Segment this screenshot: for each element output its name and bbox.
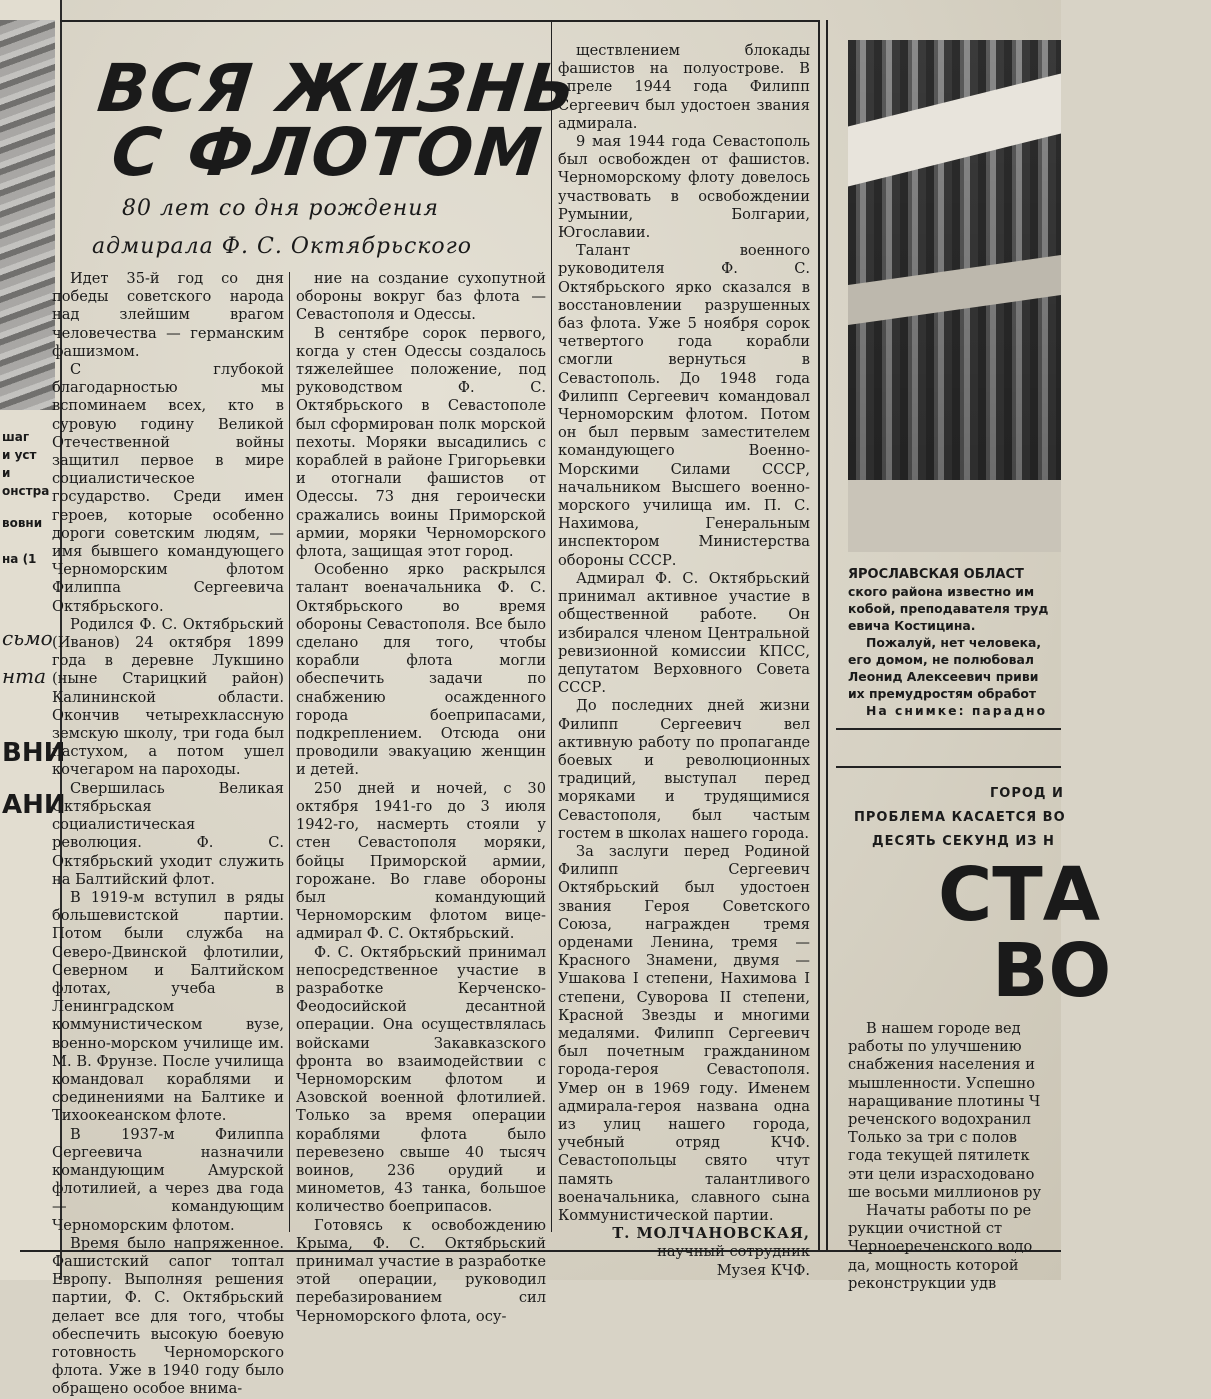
article-column-2: [296, 270, 546, 1325]
right-text-line: В нашем городе вед: [866, 1020, 1021, 1037]
strip-heading: ВНИ: [2, 738, 66, 768]
right-text-line: реченского водохранил: [848, 1111, 1031, 1129]
caption-line: ЯРОСЛАВСКАЯ ОБЛАСТ: [848, 567, 1024, 582]
right-big-headline-line-1: СТА: [938, 852, 1101, 938]
photo-eave-shape: [848, 255, 1061, 325]
article-paragraph: Время было напряженное. Фашистский сапог топтал Европу. Выполняя решения партии, Ф. С. Октябрьский делает все для того, чтобы обеспечить высокую боевую готовность Черноморского флота. Уже в 1940 году было обращено особое внима-: [52, 1234, 284, 1398]
article-paragraph: С глубокой благодарностью мы вспоминаем всех, кто в суровую годину Великой Отечественной войны защитил первое в мире социалистическое государство. Среди имен героев, которые особенно дороги советским людям, — имя бывшего командующего Черноморским флотом Филиппа Сергеевича Октябрьского.: [52, 361, 284, 615]
article-paragraph: Идет 35-й год со дня победы советского народа над злейшим врагом человечества — германским фашизмом.: [52, 270, 284, 360]
article-paragraph: ществлением блокады фашистов на полуострове. В апреле 1944 года Филипп Сергеевич был удостоен звания адмирала.: [558, 42, 810, 132]
right-big-headline-line-2: ВО: [992, 928, 1112, 1014]
article-paragraph: Родился Ф. С. Октябрьский (Иванов) 24 октября 1899 года в деревне Лукшино (ныне Старицкий район) Калининской области. Окончив четырехклассную земскую школу, три года был пастухом, а потом ушел кочегаром на пароходы.: [52, 615, 284, 779]
right-text-line: Только за три с полов: [848, 1129, 1017, 1147]
caption-line: Леонид Алексеевич приви: [848, 669, 1039, 684]
author-role: научный сотрудник: [657, 1243, 810, 1261]
strip-heading: АНИ: [2, 790, 66, 820]
column-divider: [826, 20, 828, 1252]
right-rule: [836, 728, 1061, 730]
right-text-line: снабжения населения и: [848, 1056, 1035, 1074]
article-paragraph: Ф. С. Октябрьский принимал непосредственное участие в разработке Керченско-Феодосийской десантной операции. Она осуществлялась войсками Закавказского фронта во взаимодействии с Черноморским флотом и Азовской военной флотилией. Только за время операции кораблями флота было перевезено свыше 40 тысяч воинов, 236 орудий и минометов, 43 танка, большое количество боеприпасов.: [296, 943, 546, 1216]
photo-roof-shape: [848, 73, 1061, 186]
column-divider: [289, 272, 290, 1232]
right-article-text: [848, 1020, 1061, 1292]
strip-text: шаг: [2, 430, 30, 444]
strip-text: сьмо: [2, 626, 53, 650]
right-text-line: мышленности. Успешно: [848, 1074, 1036, 1092]
article-paragraph: Готовясь к освобождению Крыма, Ф. С. Октябрьский принимал участие в разработке этой операции, руководил перебазированием сил Черноморского флота, осу-: [296, 1216, 546, 1325]
article-subtitle-line-2: адмирала Ф. С. Октябрьского: [92, 234, 473, 259]
article-subtitle-line-1: 80 лет со дня рождения: [122, 196, 439, 221]
article-paragraph: В 1937-м Филиппа Сергеевича назначили командующим Амурской флотилией, а через два года — командующим Черноморским флотом.: [52, 1125, 284, 1234]
caption-line: Пожалуй, нет человека,: [866, 635, 1042, 650]
article-paragraph: До последних дней жизни Филипп Сергеевич вел активную работу по пропаганде боевых и революционных традиций, выступал перед моряками и трудящимися Севастополя, был частым гостем в школах нашего города.: [558, 697, 810, 842]
article-paragraph: За заслуги перед Родиной Филипп Сергеевич Октябрьский был удостоен звания Героя Советского Союза, награжден тремя орденами Ленина, тремя — Красного Знамени, двумя — Ушакова I степени, Нахимова I степени, Суворова II степени, Красной Звезды и многими медалями. Филипп Сергеевич был почетным гражданином города-героя Севастополя. Умер он в 1969 году. Именем адмирала-героя названа одна из улиц нашего города, учебный отряд КЧФ. Севастопольцы свято чтут память талантливого военачальника, славного сына Коммунистической партии.: [558, 842, 810, 1224]
right-text-line: работы по улучшению: [848, 1038, 1022, 1056]
right-text-line: да, мощность которой: [848, 1256, 1019, 1274]
caption-line: его домом, не полюбовал: [848, 652, 1034, 667]
caption-line: их премудростям обработ: [848, 686, 1037, 701]
right-text-line: года текущей пятилетк: [848, 1147, 1030, 1165]
strip-text: на (1: [2, 552, 37, 566]
article-paragraph: В 1919-м вступил в ряды большевистской партии. Потом были служба на Северо-Двинской флотилии, Северном и Балтийском флотах, учеба в Ленинградском коммунистическом вузе, военно-морском училище им. М. В. Фрунзе. После училища командовал кораблями и соединениями на Балтике и Тихоокеанском флоте.: [52, 888, 284, 1125]
column-divider: [818, 20, 820, 1252]
right-text-line: Начаты работы по ре: [866, 1202, 1032, 1220]
caption-line: кобой, преподавателя труд: [848, 601, 1049, 616]
strip-text: и: [2, 466, 11, 480]
right-rule: [836, 766, 1061, 768]
caption-line: ского района известно им: [848, 584, 1035, 599]
article-paragraph: ние на создание сухопутной обороны вокруг баз флота — Севастополя и Одессы.: [296, 270, 546, 324]
photo-ground-shape: [848, 480, 1061, 552]
article-title-line-1: ВСЯ ЖИЗНЬ: [94, 50, 582, 127]
top-rule: [60, 20, 820, 22]
right-text-line: рукции очистной ст: [848, 1220, 1003, 1238]
caption-line: евича Костицина.: [848, 618, 976, 633]
article-paragraph: Свершилась Великая Октябрьская социалистическая революция. Ф. С. Октябрьский уходит служить на Балтийский флот.: [52, 779, 284, 888]
right-text-line: эти цели израсходовано: [848, 1165, 1035, 1183]
author-affiliation: Музея КЧФ.: [716, 1261, 810, 1279]
caption-line: На снимке: парадно: [866, 703, 1048, 718]
photo-caption: [848, 566, 1061, 719]
right-text-line: реконструкции удв: [848, 1274, 997, 1292]
author-signature: Т. МОЛЧАНОВСКАЯ,: [612, 1225, 810, 1243]
article-title-line-2: С ФЛОТОМ: [108, 114, 547, 191]
strip-text: и уст: [2, 448, 37, 462]
article-paragraph: Талант военного руководителя Ф. С. Октябрьского ярко сказался в восстановлении разрушенных баз флота. Уже 5 ноября сорок четвертого года корабли смогли вернуться в Севастополь. До 1948 года Филипп Сергеевич командовал Черноморским флотом. Потом он был первым заместителем командующего Военно-Морскими Силами СССР, начальником Высшего военно-морского училища им. П. С. Нахимова, Генеральным инспектором Министерства обороны СССР.: [558, 242, 810, 569]
article-paragraph: 9 мая 1944 года Севастополь был освобожден от фашистов. Черноморскому флоту довелось участвовать в освобождении Румынии, Болгарии, Югославии.: [558, 133, 810, 242]
left-photo-fragment: [0, 20, 55, 410]
article-paragraph: Адмирал Ф. С. Октябрьский принимал активное участие в общественной работе. Он избирался членом Центральной ревизионной комиссии КПСС, депутатом Верховного Совета СССР.: [558, 569, 810, 697]
right-section-heading: ГОРОД И: [990, 786, 1064, 801]
strip-text: онстра: [2, 484, 50, 498]
strip-text: вовни: [2, 516, 43, 530]
article-paragraph: 250 дней и ночей, с 30 октября 1941-го до 3 июля 1942-го, насмерть стояли у стен Севастополя моряки, бойцы Приморской армии, горожане. Во главе обороны был командующий Черноморским флотом вице-адмирал Ф. С. Октябрьский.: [296, 779, 546, 943]
article-column-3: [558, 42, 810, 1279]
column-divider: [551, 20, 552, 1232]
article-paragraph: В сентябре сорок первого, когда у стен Одессы создалось тяжелейшее положение, под руководством Ф. С. Октябрьского в Севастополе был сформирован полк морской пехоты. Моряки высадились с кораблей в районе Григорьевки и отогнали фашистов от Одессы. 73 дня героически сражались воины Приморской армии, моряки Черноморского флота, защищая этот город.: [296, 324, 546, 561]
right-text-line: наращивание плотины Ч: [848, 1092, 1041, 1110]
right-text-line: Черноереченского водо: [848, 1238, 1033, 1256]
right-text-line: ше восьми миллионов ру: [848, 1183, 1042, 1201]
article-paragraph: Особенно ярко раскрылся талант военачальника Ф. С. Октябрьского во время обороны Севастополя. Все было сделано для того, чтобы корабли флота могли обеспечить задачи по снабжению осажденного города боеприпасами, подкреплением. Отсюда они проводили эвакуацию женщин и детей.: [296, 561, 546, 779]
right-section-subheading: ДЕСЯТЬ СЕКУНД ИЗ Н: [872, 834, 1055, 849]
strip-text: нта: [2, 664, 47, 688]
article-column-1: [52, 270, 284, 1398]
right-section-subheading: ПРОБЛЕМА КАСАЕТСЯ ВО: [854, 810, 1066, 825]
wooden-house-photo: [848, 40, 1061, 552]
